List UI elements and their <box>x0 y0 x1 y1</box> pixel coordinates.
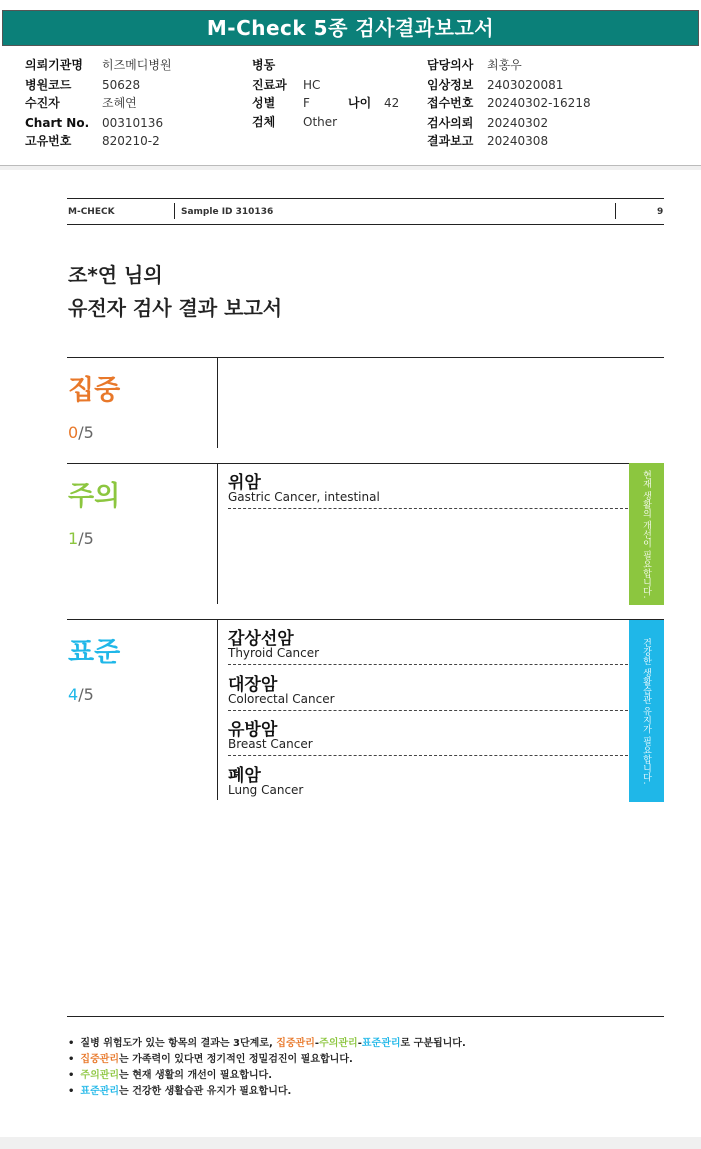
divider <box>228 508 628 509</box>
field-label: 수진자 <box>25 96 60 110</box>
standard-mgmt-label: 표준관리 <box>80 1086 120 1097</box>
sample-id: Sample ID 310136 <box>181 207 274 217</box>
focus-count-value: 0 <box>68 423 79 442</box>
report-heading-line1: 조*연 님의 <box>68 263 163 287</box>
field-label: 결과보고 <box>427 134 474 148</box>
field-label: 병동 <box>252 58 276 72</box>
field-label: 임상정보 <box>427 78 474 92</box>
report-title: M-Check 5종 검사결과보고서 <box>2 10 699 46</box>
list-item-breast-ko: 유방암 <box>228 720 278 740</box>
note-1 <box>68 1034 466 1049</box>
field-label: 성별 <box>252 96 276 110</box>
caution-title: 주의 <box>68 481 121 512</box>
note-text: - <box>357 1038 362 1049</box>
bullet-icon: • <box>68 1070 75 1081</box>
divider <box>217 358 218 448</box>
field-value: 42 <box>384 96 400 110</box>
note-text: 로 구분됩니다. <box>400 1038 466 1049</box>
divider <box>174 203 175 219</box>
field-value: 최홍우 <box>487 58 522 72</box>
field-value: 조혜연 <box>102 96 137 110</box>
divider <box>615 203 616 219</box>
report-heading-line2: 유전자 검사 결과 보고서 <box>68 296 283 320</box>
field-value: 20240308 <box>487 134 549 148</box>
focus-count-total: /5 <box>78 423 94 442</box>
field-value: 820210-2 <box>102 134 160 148</box>
list-item-lung-ko: 폐암 <box>228 766 261 786</box>
list-item-lung-en: Lung Cancer <box>228 783 304 797</box>
divider <box>67 224 664 225</box>
caution-sidebar-text: 현재 생활의 개선이 필요합니다. <box>641 469 651 599</box>
field-label: 고유번호 <box>25 134 72 148</box>
focus-count <box>68 423 94 442</box>
field-value: HC <box>303 78 321 92</box>
field-label: 나이 <box>348 96 372 110</box>
bullet-icon: • <box>68 1038 75 1049</box>
field-value: 2403020081 <box>487 78 564 92</box>
field-label: 검체 <box>252 115 276 129</box>
page-number: 9 <box>657 207 664 217</box>
field-value: F <box>303 96 310 110</box>
divider <box>67 1016 664 1017</box>
field-label: 진료과 <box>252 78 287 92</box>
focus-mgmt-label: 집중관리 <box>276 1038 315 1049</box>
note-3 <box>68 1066 272 1081</box>
note-text: 질병 위험도가 있는 항목의 결과는 3단계로, <box>80 1038 277 1049</box>
note-text: - <box>314 1038 320 1049</box>
focus-title: 집중 <box>68 375 121 406</box>
field-value: 00310136 <box>102 116 164 130</box>
divider <box>67 619 664 620</box>
divider <box>228 664 628 665</box>
field-value: 50628 <box>102 78 141 92</box>
divider <box>217 620 218 800</box>
field-label: 병원코드 <box>25 78 72 92</box>
field-value: 20240302 <box>487 116 549 130</box>
caution-count-total: /5 <box>78 529 94 548</box>
standard-sidebar-text: 건강한 생활습관 유지가 필요합니다. <box>641 637 651 785</box>
field-value: Other <box>303 115 338 129</box>
standard-mgmt-label: 표준관리 <box>361 1038 401 1049</box>
list-item-thyroid-en: Thyroid Cancer <box>228 646 320 660</box>
note-text: 는 현재 생활의 개선이 필요합니다. <box>119 1070 273 1081</box>
note-4 <box>68 1082 291 1097</box>
caution-mgmt-label: 주의관리 <box>319 1038 358 1049</box>
list-item-thyroid-ko: 갑상선암 <box>228 629 294 649</box>
divider <box>228 710 628 711</box>
caution-count-value: 1 <box>68 529 79 548</box>
field-label: 의뢰기관명 <box>25 58 83 72</box>
list-item-colorectal-ko: 대장암 <box>228 675 278 695</box>
bullet-icon: • <box>68 1086 75 1097</box>
field-value: 히즈메디병원 <box>102 58 172 72</box>
field-label: Chart No. <box>25 116 90 130</box>
field-value: 20240302-16218 <box>487 96 591 110</box>
note-text: 는 가족력이 있다면 정기적인 정밀검진이 필요합니다. <box>119 1054 353 1065</box>
list-item-colorectal-en: Colorectal Cancer <box>228 692 335 706</box>
caution-mgmt-label: 주의관리 <box>80 1070 120 1081</box>
focus-mgmt-label: 집중관리 <box>80 1054 120 1065</box>
list-item-breast-en: Breast Cancer <box>228 737 313 751</box>
field-label: 검사의뢰 <box>427 116 474 130</box>
divider <box>67 198 664 199</box>
standard-count <box>68 685 94 704</box>
field-label: 접수번호 <box>427 96 474 110</box>
standard-count-value: 4 <box>68 685 79 704</box>
report-page <box>0 170 701 1137</box>
divider <box>228 755 628 756</box>
caution-sidebar <box>629 463 664 605</box>
standard-title: 표준 <box>68 637 121 668</box>
brand-label: M-CHECK <box>68 207 115 217</box>
list-item-gastric-en: Gastric Cancer, intestinal <box>228 490 380 504</box>
bullet-icon: • <box>68 1054 75 1065</box>
note-2 <box>68 1050 353 1065</box>
divider <box>217 464 218 604</box>
standard-sidebar <box>629 620 664 802</box>
report-header <box>0 0 701 166</box>
standard-count-total: /5 <box>78 685 94 704</box>
note-text: 는 건강한 생활습관 유지가 필요합니다. <box>119 1086 292 1097</box>
caution-count <box>68 529 94 548</box>
divider <box>67 357 664 358</box>
divider <box>67 463 664 464</box>
field-label: 담당의사 <box>427 58 474 72</box>
list-item-gastric-ko: 위암 <box>228 473 261 493</box>
